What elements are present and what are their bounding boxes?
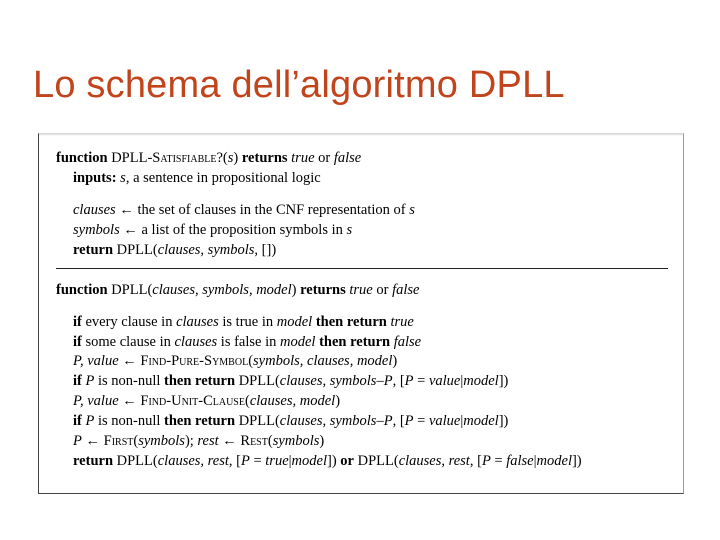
dpll-satisfiable-signature: function DPLL-Satisfiable?(s) returns true or false — [56, 150, 362, 166]
function-separator — [56, 268, 668, 269]
dpll-line-2: if some clause in clauses is false in model then return false — [73, 334, 422, 350]
dpll-satisfiable-return: return DPLL(clauses, symbols, []) — [73, 242, 277, 258]
dpll-line-8: return DPLL(clauses, rest, [P = true|model]) or DPLL(clauses, rest, [P = false|model]) — [73, 453, 582, 469]
symbols-assignment: symbols ← a list of the proposition symbols in s — [73, 222, 353, 238]
dpll-line-1: if every clause in clauses is true in model then return true — [73, 314, 414, 330]
dpll-line-5: P, value ← Find-Unit-Clause(clauses, model) — [73, 393, 341, 409]
slide-title: Lo schema dell’algoritmo DPLL — [33, 64, 565, 106]
dpll-satisfiable-inputs: inputs: s, a sentence in propositional logic — [73, 170, 321, 186]
dpll-line-3: P, value ← Find-Pure-Symbol(symbols, clauses, model) — [73, 353, 398, 369]
dpll-line-6: if P is non-null then return DPLL(clauses, symbols–P, [P = value|model]) — [73, 413, 509, 429]
dpll-line-7: P ← First(symbols); rest ← Rest(symbols) — [73, 433, 325, 449]
dpll-line-4: if P is non-null then return DPLL(clauses, symbols–P, [P = value|model]) — [73, 373, 509, 389]
dpll-signature: function DPLL(clauses, symbols, model) returns true or false — [56, 282, 420, 298]
clauses-assignment: clauses ← the set of clauses in the CNF representation of s — [73, 202, 415, 218]
